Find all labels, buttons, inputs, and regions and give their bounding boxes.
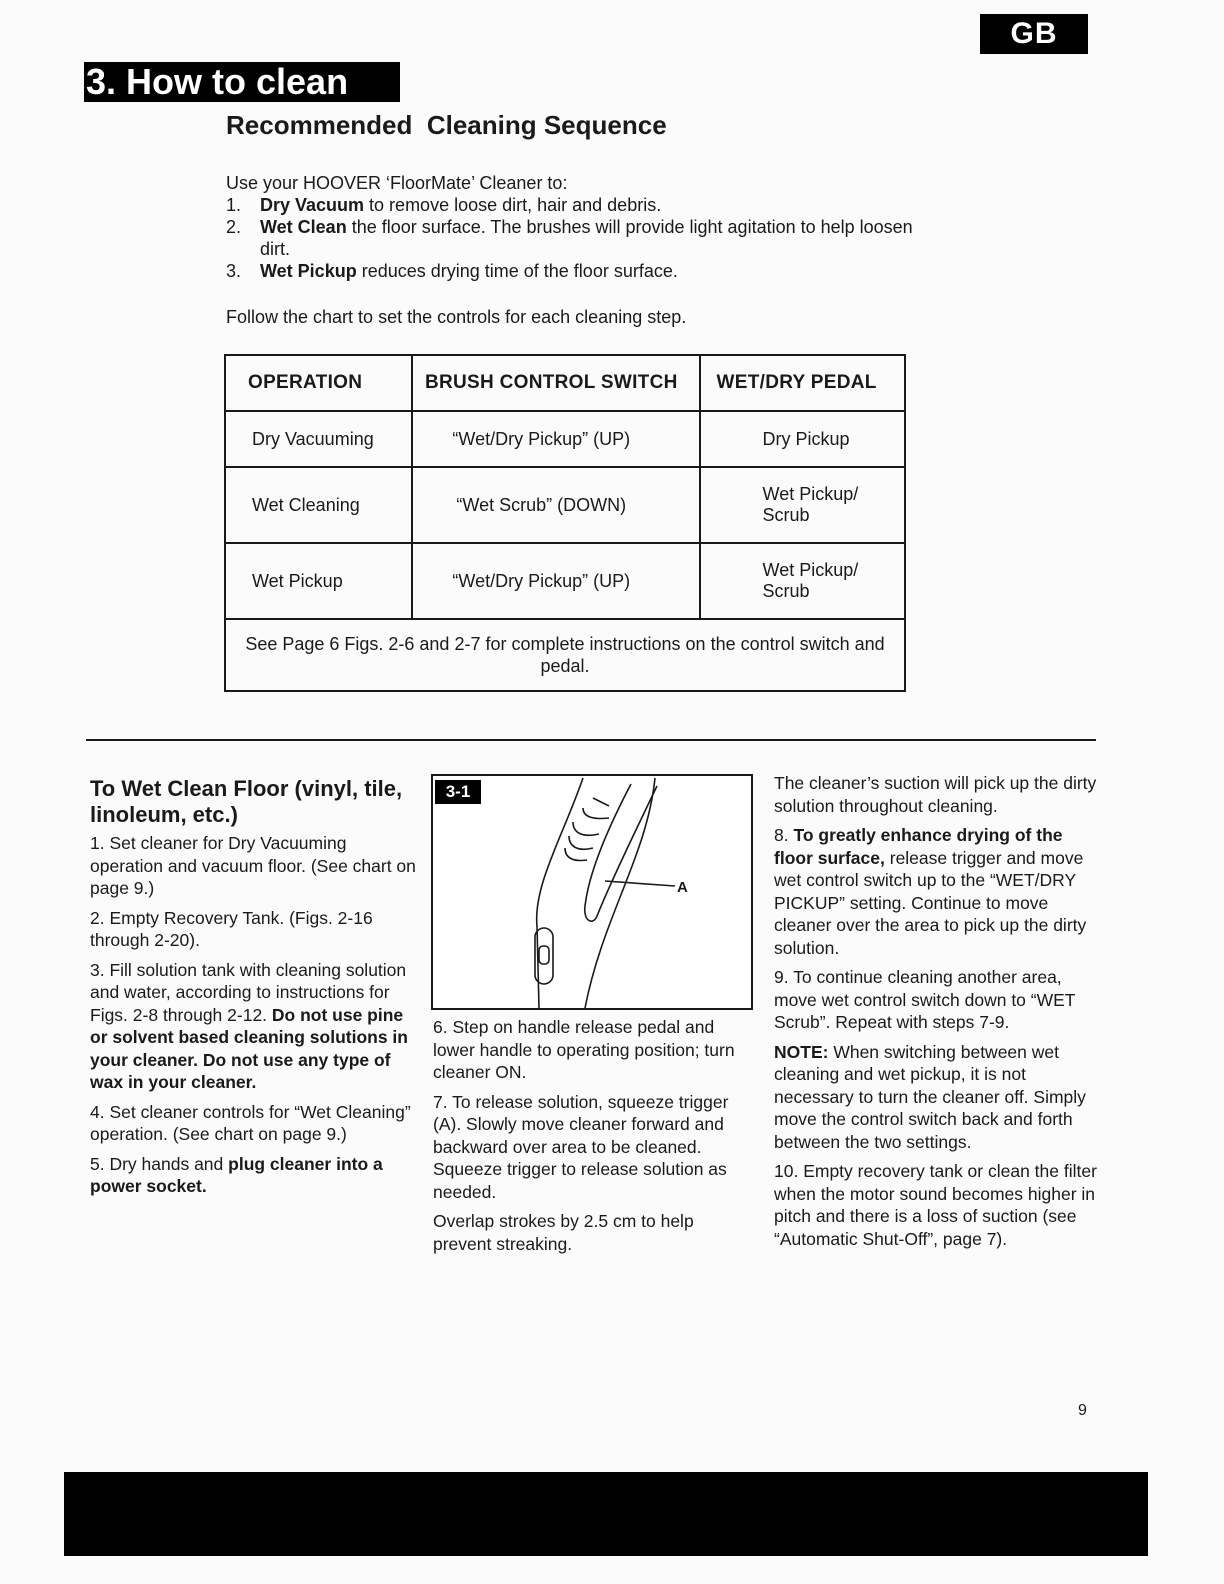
step-bold: plug cleaner into a power socket.	[90, 1153, 383, 1196]
table-cell: Wet Pickup/ Scrub	[700, 543, 905, 619]
table-header: OPERATION	[225, 355, 412, 411]
intro-lead: Use your HOOVER ‘FloorMate’ Cleaner to:	[226, 173, 568, 193]
step-paragraph: 2. Empty Recovery Tank. (Figs. 2-16 through 2-20).	[90, 907, 373, 950]
note-paragraph	[774, 1041, 1098, 1154]
table-row	[225, 543, 905, 619]
table-cell: “Wet Scrub” (DOWN)	[412, 467, 700, 543]
table-cell: “Wet/Dry Pickup” (UP)	[412, 543, 700, 619]
section-divider	[86, 739, 1096, 741]
intro-block	[226, 172, 926, 328]
middle-column	[433, 1016, 753, 1262]
step-text: release trigger and move wet control switch up to the “WET/DRY PICKUP” setting. Continue to move cleaner over the area to pick up the dirty solution.	[774, 847, 1087, 958]
footer-bar	[64, 1472, 1148, 1556]
step-paragraph	[90, 1153, 416, 1198]
table-cell: Wet Pickup	[225, 543, 412, 619]
step-paragraph: 4. Set cleaner controls for “Wet Cleaning” operation. (See chart on page 9.)	[90, 1101, 411, 1144]
table-cell: Wet Pickup/ Scrub	[700, 467, 905, 543]
step-text: 5. Dry hands and	[90, 1153, 229, 1174]
step-bold: Wet Pickup	[260, 261, 357, 281]
figure-trigger-illustration	[431, 774, 753, 1010]
figure-label: 3-1	[435, 780, 481, 804]
step-number: 8.	[774, 825, 794, 845]
list-item	[226, 194, 926, 216]
step-text: the floor surface. The brushes will provide light agitation to help loosen dirt.	[260, 217, 913, 259]
step-paragraph	[90, 959, 416, 1094]
table-header: WET/DRY PEDAL	[700, 355, 905, 411]
table-cell: Wet Cleaning	[225, 467, 412, 543]
step-paragraph: 7. To release solution, squeeze trigger (A). Slowly move cleaner forward and backward over area to be cleaned. Squeeze trigger to release solution as needed.	[433, 1091, 729, 1202]
step-text: 3. Fill solution tank with cleaning solution and water, according to instructions for Figs. 2-8 through 2-12.	[90, 959, 407, 1025]
step-number: 2.	[226, 217, 242, 237]
list-item	[226, 216, 926, 260]
step-paragraph: Overlap strokes by 2.5 cm to help prevent streaking.	[433, 1211, 694, 1254]
control-settings-table	[224, 354, 906, 692]
step-number: 3.	[226, 261, 242, 281]
step-text: reduces drying time of the floor surface.	[356, 261, 678, 281]
list-item	[226, 260, 926, 282]
table-footnote-row	[225, 619, 905, 691]
step-paragraph	[774, 824, 1098, 959]
step-paragraph: The cleaner’s suction will pick up the dirty solution throughout cleaning.	[774, 773, 1097, 816]
right-column	[774, 772, 1098, 1257]
page-number: 9	[1078, 1402, 1087, 1419]
table-row	[225, 467, 905, 543]
wet-clean-heading: To Wet Clean Floor (vinyl, tile, linoleum, etc.)	[90, 776, 403, 827]
table-header-row	[225, 355, 905, 411]
table-row	[225, 411, 905, 467]
wet-clean-column	[90, 776, 416, 1205]
table-cell: Dry Vacuuming	[225, 411, 412, 467]
callout-label: A	[677, 879, 688, 896]
page-subtitle: Recommended Cleaning Sequence	[226, 110, 667, 140]
step-bold: To greatly enhance drying of the floor surface,	[774, 825, 1063, 868]
step-bold: Dry Vacuum	[260, 195, 365, 215]
step-paragraph: 6. Step on handle release pedal and lower handle to operating position; turn cleaner ON.	[433, 1017, 735, 1082]
step-paragraph: 1. Set cleaner for Dry Vacuuming operation and vacuum floor. (See chart on page 9.)	[90, 833, 416, 898]
section-title: 3. How to clean	[84, 62, 400, 102]
cleaning-steps-list	[226, 194, 926, 282]
language-badge: GB	[980, 14, 1088, 54]
chart-instruction: Follow the chart to set the controls for each cleaning step.	[226, 307, 687, 327]
step-bold: Wet Clean	[260, 217, 347, 237]
table-header: BRUSH CONTROL SWITCH	[412, 355, 700, 411]
warning-text: Do not use pine or solvent based cleaning solutions in your cleaner. Do not use any type of wax in your cleaner.	[90, 1004, 408, 1092]
step-text: to remove loose dirt, hair and debris.	[364, 195, 662, 215]
step-number: 1.	[226, 195, 242, 215]
table-cell: “Wet/Dry Pickup” (UP)	[412, 411, 700, 467]
table-cell: Dry Pickup	[700, 411, 905, 467]
note-text: When switching between wet cleaning and wet pickup, it is not necessary to turn the cleaner off. Simply move the control switch back and forth between the two settings.	[774, 1041, 1086, 1152]
note-label: NOTE:	[774, 1041, 829, 1062]
step-paragraph: 10. Empty recovery tank or clean the filter when the motor sound becomes higher in pitch and there is a loss of suction (see “Automatic Shut-Off”, page 7).	[774, 1161, 1097, 1249]
table-footnote: See Page 6 Figs. 2-6 and 2-7 for complete instructions on the control switch and pedal.	[225, 619, 905, 691]
cleaner-handle-icon	[433, 776, 751, 1008]
step-paragraph: 9. To continue cleaning another area, move wet control switch down to “WET Scrub”. Repeat with steps 7-9.	[774, 967, 1076, 1032]
